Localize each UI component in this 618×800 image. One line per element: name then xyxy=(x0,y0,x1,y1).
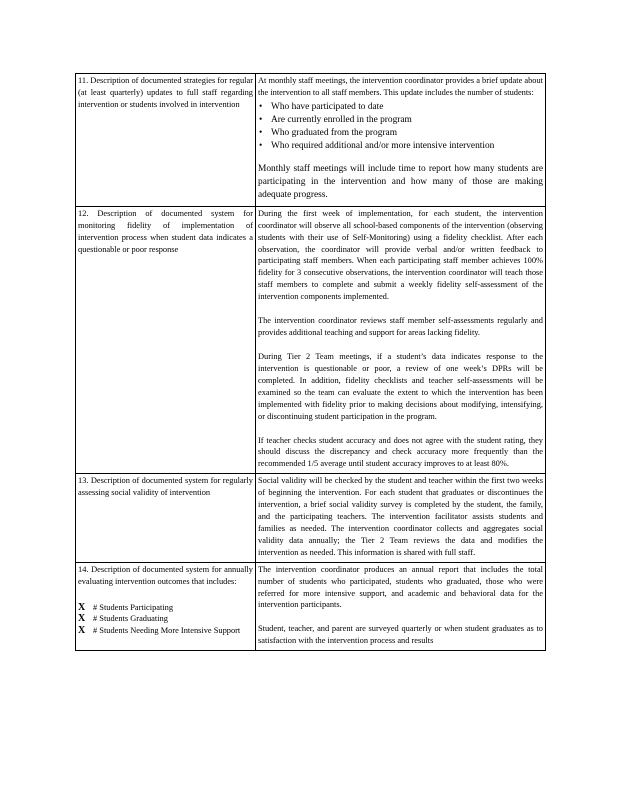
row-13-para-1: Social validity will be checked by the student and teacher within the first two weeks of beginning the intervention. For each student that graduates or discontinues the intervention, a brief social validity survey is completed by the student, the family, and the participating teachers. The intervention facilitator assists students and families as needed. The intervention coordinator collects and aggregates social validity data annually; the Tier 2 Team reviews the data and modifies the intervention as needed. This information is shared with full staff. xyxy=(258,476,543,557)
list-item xyxy=(78,625,253,637)
table-row xyxy=(76,562,546,651)
student-count-list xyxy=(258,101,543,153)
row-14-para-1: The intervention coordinator produces an annual report that includes the total number of students who participated, students who graduated, those who were referred for more intensive support, and academic and behavioral data for the intervention participants. xyxy=(258,564,543,610)
list-item xyxy=(78,602,253,614)
checked-box-icon: X xyxy=(78,625,86,637)
row-14-description xyxy=(256,562,546,651)
row-13-description xyxy=(256,474,546,562)
row-14-para-2: Student, teacher, and parent are surveyed quarterly or when student graduates as to satisfaction with the intervention process and results xyxy=(258,624,543,646)
checklist-label: # Students Participating xyxy=(93,602,174,612)
list-item: • Who have participated to date xyxy=(271,101,543,114)
row-14-criterion-cell xyxy=(76,562,256,651)
table-row xyxy=(76,474,546,562)
row-11-description xyxy=(256,74,546,207)
table-row xyxy=(76,74,546,207)
row-11-intro: At monthly staff meetings, the intervention coordinator provides a brief update about the intervention to all staff members. This update includes the number of students: xyxy=(258,76,543,97)
intervention-documentation-table xyxy=(75,73,546,651)
row-12-para-2: The intervention coordinator reviews staff member self-assessments regularly and provides additional teaching and support for areas lacking fidelity. xyxy=(258,316,543,338)
row-14-criterion: 14. Description of documented system for annually evaluating intervention outcomes that includes: xyxy=(78,564,253,586)
row-11-outro: Monthly staff meetings will include time to report how many students are participating in the intervention and how many of those are making adequate progress. xyxy=(258,163,543,201)
table-row xyxy=(76,206,546,474)
list-item: • Who graduated from the program xyxy=(271,127,543,140)
row-12-criterion: 12. Description of documented system for monitoring fidelity of implementation of intervention process when student data indicates a questionable or poor response xyxy=(76,206,256,474)
list-item: • Are currently enrolled in the program xyxy=(271,114,543,127)
row-13-criterion: 13. Description of documented system for regularly assessing social validity of intervention xyxy=(76,474,256,562)
list-item: • Who required additional and/or more intensive intervention xyxy=(271,140,543,153)
outcome-checklist xyxy=(78,602,253,638)
checked-box-icon: X xyxy=(78,613,86,625)
checklist-label: # Students Graduating xyxy=(93,614,168,624)
row-11-criterion: 11. Description of documented strategies for regular (at least quarterly) updates to full staff regarding intervention or students involved in intervention xyxy=(76,74,256,207)
row-12-para-1: During the first week of implementation, for each student, the intervention coordinator will observe all school-based components of the intervention (observing students with their use of Self-Monitoring) using a fidelity checklist. After each observation, the coordinator will provide verbal and/or written feedback to participating staff members. When each participating staff member achieves 100% fidelity for 3 consecutive observations, the intervention coordinator will teach those staff members to complete and submit a weekly fidelity self-assessment of the intervention components implemented. xyxy=(258,208,543,302)
row-12-para-3: During Tier 2 Team meetings, if a student’s data indicates response to the intervention is questionable or poor, a review of one week’s DPRs will be completed. In addition, fidelity checklists and teacher self-assessments will be examined so the team can evaluate the extent to which the intervention has been implemented with fidelity prior to making decisions about modifying, intensifying, or discontinuing student participation in the program. xyxy=(258,351,543,421)
row-12-para-4: If teacher checks student accuracy and does not agree with the student rating, they should discuss the discrepancy and check accuracy more frequently than the recommended 1/5 average until student accuracy improves to at least 80%. xyxy=(258,435,543,469)
row-12-description xyxy=(256,206,546,474)
checklist-label: # Students Needing More Intensive Support xyxy=(93,626,241,636)
checked-box-icon: X xyxy=(78,601,86,613)
list-item xyxy=(78,613,253,625)
